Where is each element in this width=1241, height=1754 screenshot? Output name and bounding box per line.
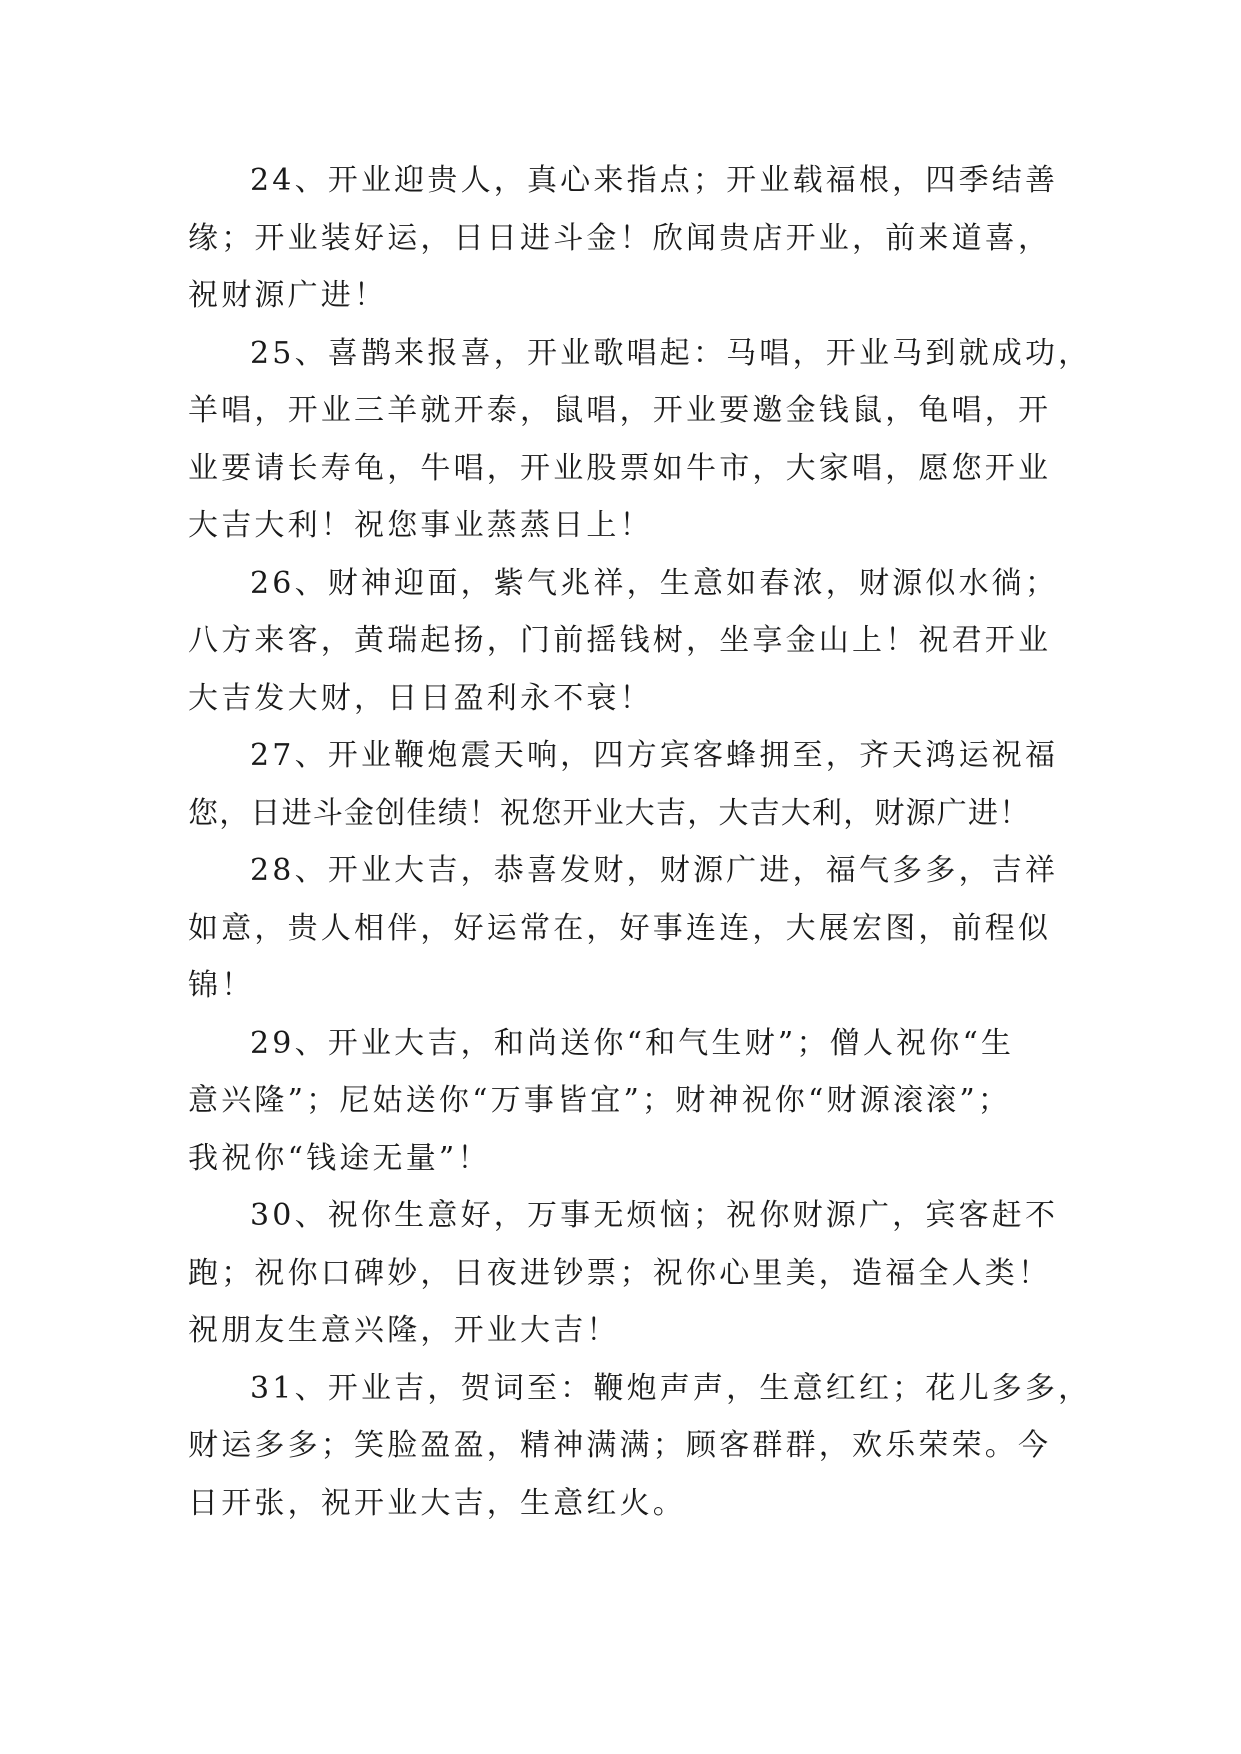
paragraph-25 [188, 325, 1092, 555]
text-line: 27、开业鞭炮震天响，四方宾客蜂拥至，齐天鸿运祝福 [250, 738, 1059, 773]
text-line: 大吉大利！祝您事业蒸蒸日上！ [188, 508, 653, 543]
paragraph-30 [188, 1187, 1068, 1360]
paragraph-27 [188, 727, 1068, 842]
text-line: 锦！ [188, 968, 255, 1003]
text-line: 我祝你“钱途无量”！ [188, 1140, 491, 1176]
text-line: 28、开业大吉，恭喜发财，财源广进，福气多多，吉祥 [250, 853, 1059, 888]
paragraph-24 [188, 152, 1068, 325]
text-line: 业要请长寿龟，牛唱，开业股票如牛市，大家唱，愿您开业 [188, 450, 1052, 486]
paragraph-26 [188, 555, 1068, 728]
text-line: 八方来客，黄瑞起扬，门前摇钱树，坐享金山上！祝君开业 [188, 623, 1052, 658]
text-line: 缘；开业装好运，日日进斗金！欣闻贵店开业，前来道喜， [188, 220, 1052, 256]
text-line: 如意，贵人相伴，好运常在，好事连连，大展宏图，前程似 [188, 910, 1052, 946]
text-line: 29、开业大吉，和尚送你“和气生财”；僧人祝你“生 [250, 1025, 1015, 1061]
text-line: 30、祝你生意好，万事无烦恼；祝你财源广，宾客赶不 [250, 1198, 1059, 1233]
text-line: 祝朋友生意兴隆，开业大吉！ [188, 1313, 620, 1348]
text-line: 31、开业吉，贺词至：鞭炮声声，生意红红；花儿多多， [250, 1370, 1092, 1406]
paragraph-31 [188, 1360, 1092, 1533]
text-line: 跑；祝你口碑妙，日夜进钞票；祝你心里美，造福全人类！ [188, 1255, 1052, 1291]
paragraph-28 [188, 842, 1068, 1015]
text-line: 24、开业迎贵人，真心来指点；开业载福根，四季结善 [250, 163, 1059, 198]
text-line: 财运多多；笑脸盈盈，精神满满；顾客群群，欢乐荣荣。今 [188, 1428, 1052, 1463]
text-line: 25、喜鹊来报喜，开业歌唱起：马唱，开业马到就成功， [250, 335, 1092, 371]
text-line: 您，日进斗金创佳绩！祝您开业大吉，大吉大利，财源广进！ [188, 795, 1031, 831]
text-line: 26、财神迎面，紫气兆祥，生意如春浓，财源似水徜； [250, 565, 1059, 601]
text-line: 日开张，祝开业大吉，生意红火。 [188, 1485, 686, 1521]
document-body [188, 152, 1092, 1532]
text-line: 祝财源广进！ [188, 278, 388, 313]
text-line: 羊唱，开业三羊就开泰，鼠唱，开业要邀金钱鼠，龟唱，开 [188, 393, 1052, 428]
paragraph-29 [188, 1015, 1068, 1188]
text-line: 大吉发大财，日日盈利永不衰！ [188, 680, 653, 716]
text-line: 意兴隆”；尼姑送你“万事皆宜”；财神祝你“财源滚滚”； [188, 1083, 1012, 1118]
